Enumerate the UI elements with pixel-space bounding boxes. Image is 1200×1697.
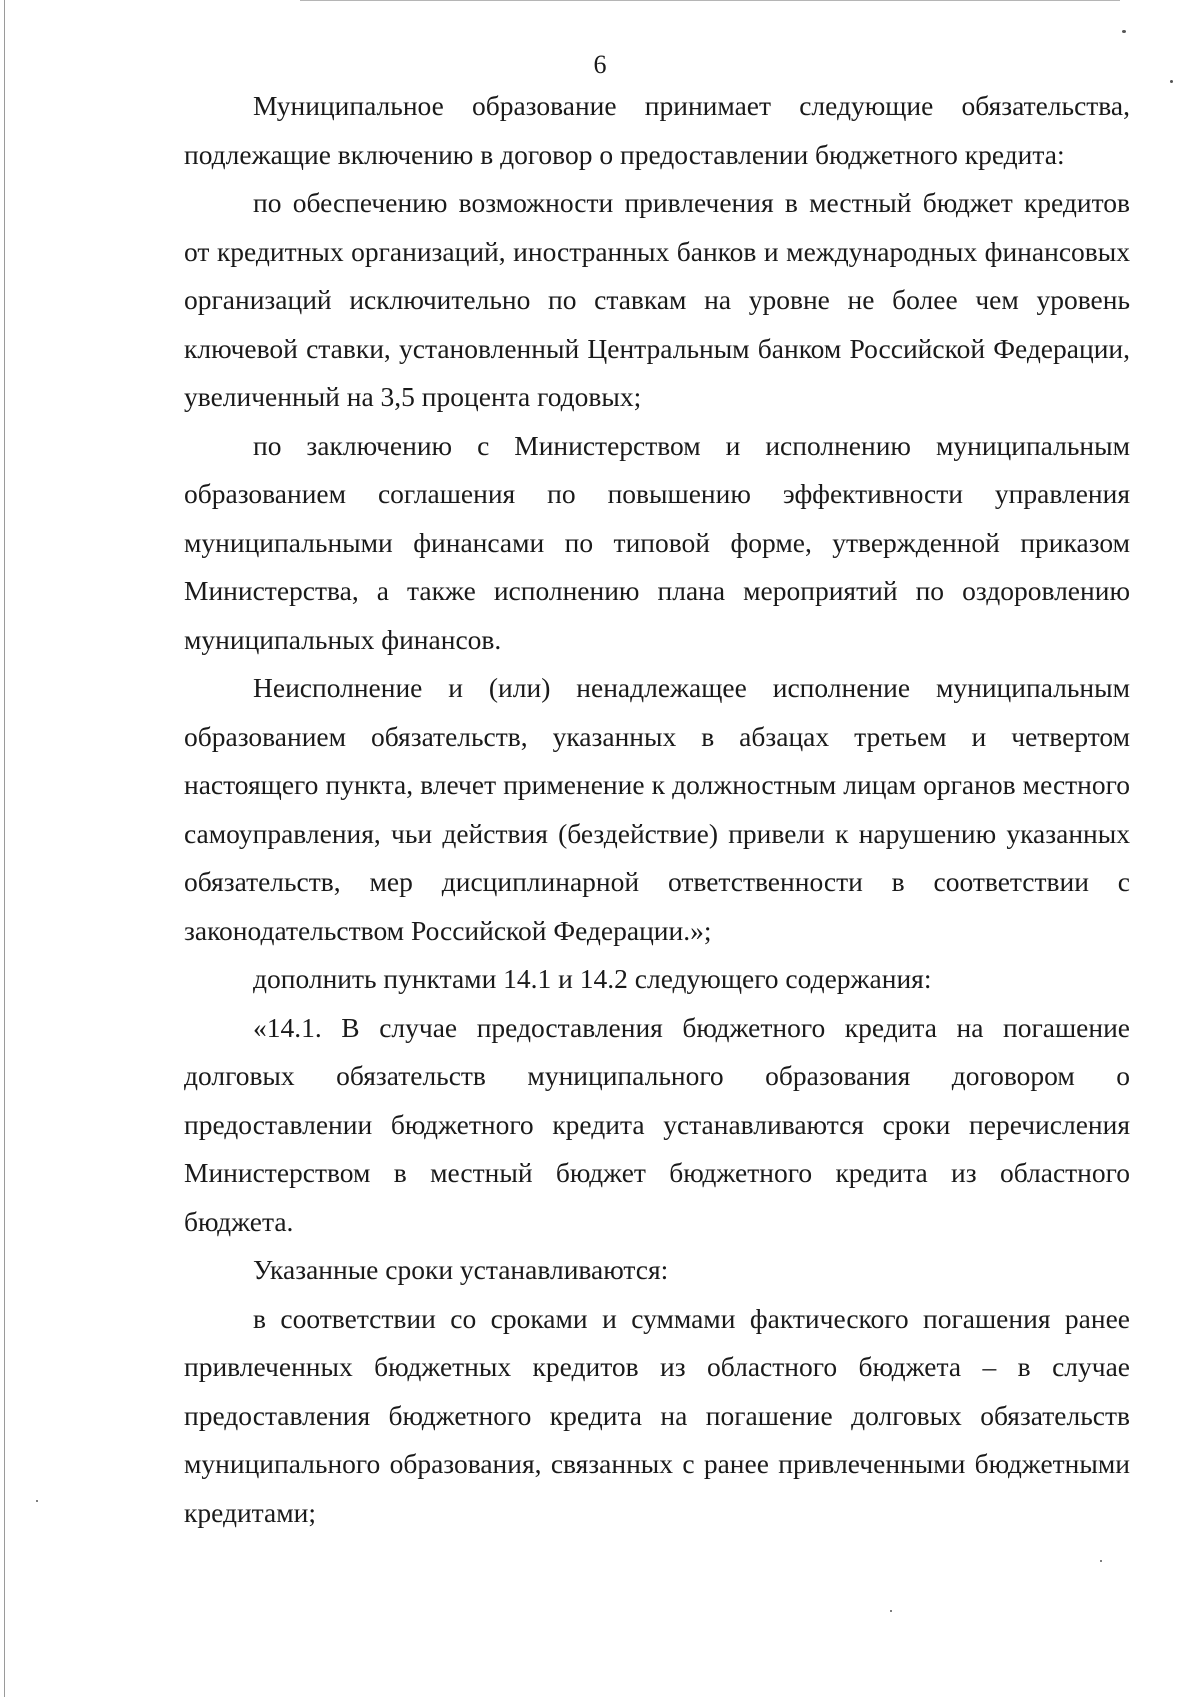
document-body (184, 82, 1130, 1537)
scan-speck (1100, 1560, 1102, 1562)
page-number: 6 (593, 50, 607, 79)
paragraph-agreement: по заключению с Министерством и исполнению муниципальным образованием соглашения по повышению эффективности управления муниципальными финансами по типовой форме, утвержденной приказом Министерства, а также исполнению плана мероприятий по оздоровлению муниципальных финансов. (184, 429, 1130, 655)
scan-edge-top (300, 0, 1120, 1)
scan-edge-left (4, 0, 5, 1697)
paragraph-credit-rates: по обеспечению возможности привлечения в местный бюджет кредитов от кредитных организаций, иностранных банков и международных финансовых организаций исключительно по ставкам на уровне не более чем уровень ключевой ставки, установленный Центральным банком Российской Федерации, увеличенный на 3,5 процента годовых; (184, 187, 1130, 412)
paragraph-obligations-intro: Муниципальное образование принимает следующие обязательства, подлежащие включению в договор о предоставлении бюджетного кредита: (184, 90, 1130, 170)
paragraph-terms-intro: Указанные сроки устанавливаются: (253, 1254, 669, 1285)
paragraph-terms-repayment: в соответствии со сроками и суммами фактического погашения ранее привлеченных бюджетных кредитов из областного бюджета – в случае предоставления бюджетного кредита на погашение долговых обязательств муниципального образования, связанных с ранее привлеченными бюджетными кредитами; (184, 1302, 1130, 1528)
scan-speck (1122, 30, 1126, 33)
scan-speck (1170, 80, 1173, 83)
paragraph-non-fulfillment: Неисполнение и (или) ненадлежащее исполнение муниципальным образованием обязательств, указанных в абзацах третьем и четвертом настоящего пункта, влечет применение к должностным лицам органов местного самоуправления, чьи действия (бездействие) привели к нарушению указанных обязательств, мер дисциплинарной ответственности в соответствии с законодательством Российской Федерации.»; (184, 672, 1130, 946)
paragraph-amendment: дополнить пунктами 14.1 и 14.2 следующего содержания: (253, 963, 932, 994)
scan-speck (36, 1500, 38, 1502)
scan-speck (890, 1610, 892, 1612)
paragraph-clause-14-1: «14.1. В случае предоставления бюджетного кредита на погашение долговых обязательств муниципального образования договором о предоставлении бюджетного кредита устанавливаются сроки перечисления Министерством в местный бюджет бюджетного кредита из областного бюджета. (184, 1011, 1130, 1237)
